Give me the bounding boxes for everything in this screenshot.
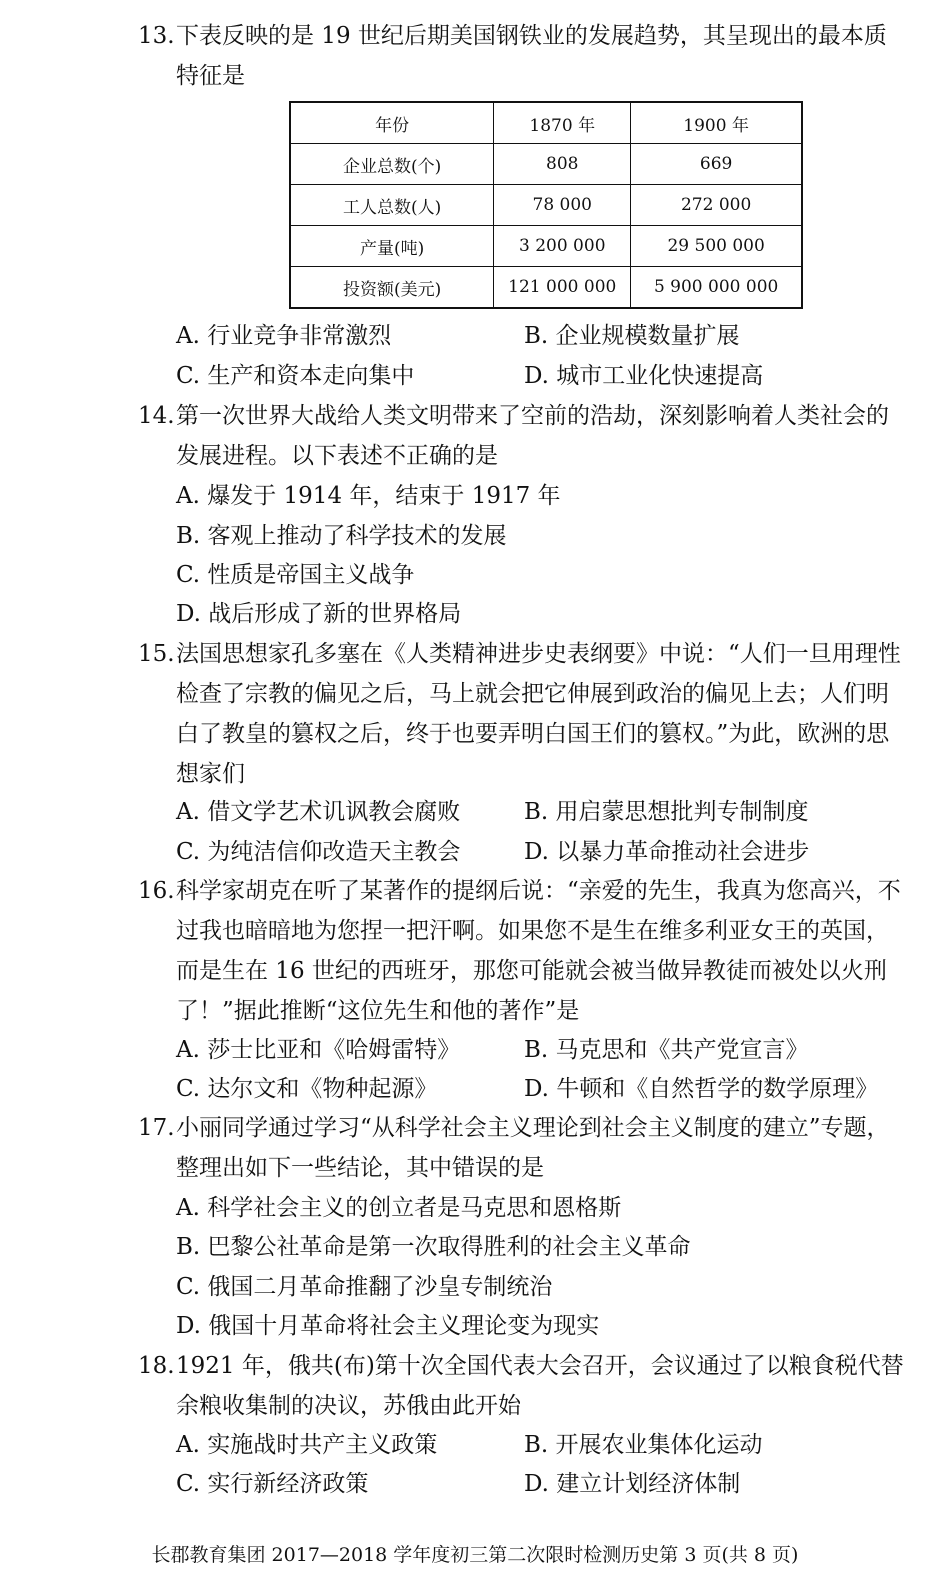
table-header-cell: 1900 年 <box>631 102 802 144</box>
option-a[interactable]: A. 爆发于 1914 年，结束于 1917 年 <box>176 483 561 509</box>
option-b[interactable]: B. 客观上推动了科学技术的发展 <box>176 523 507 549</box>
question-stem-line: 了！”据此推断“这位先生和他的著作”是 <box>176 998 580 1024</box>
option-c[interactable]: C. 达尔文和《物种起源》 <box>176 1076 438 1102</box>
option-d[interactable]: D. 战后形成了新的世界格局 <box>176 601 462 627</box>
question-number: 18. <box>138 1353 175 1379</box>
question-13 <box>138 16 928 96</box>
option-a[interactable]: A. 科学社会主义的创立者是马克思和恩格斯 <box>176 1195 622 1221</box>
question-stem-line: 而是生在 16 世纪的西班牙，那您可能就会被当做异教徒而被处以火刑 <box>176 958 887 984</box>
table-cell: 工人总数(人) <box>290 185 494 226</box>
table-cell: 5 900 000 000 <box>631 267 802 309</box>
table-cell: 808 <box>494 144 631 185</box>
question-stem-line: 下表反映的是 19 世纪后期美国钢铁业的发展趋势，其呈现出的最本质 <box>176 23 887 49</box>
option-b[interactable]: B. 马克思和《共产党宣言》 <box>524 1037 809 1063</box>
question-number: 14. <box>138 403 175 429</box>
table-header-cell: 1870 年 <box>494 102 631 144</box>
option-b[interactable]: B. 开展农业集体化运动 <box>524 1432 763 1458</box>
table-cell: 121 000 000 <box>494 267 631 309</box>
question-18 <box>138 1346 928 1426</box>
table-row <box>290 185 802 226</box>
option-a[interactable]: A. 莎士比亚和《哈姆雷特》 <box>176 1037 461 1063</box>
question-number: 16. <box>138 878 175 904</box>
table-cell: 3 200 000 <box>494 226 631 267</box>
table-cell: 产量(吨) <box>290 226 494 267</box>
option-c[interactable]: C. 俄国二月革命推翻了沙皇专制统治 <box>176 1274 553 1300</box>
option-d[interactable]: D. 俄国十月革命将社会主义理论变为现实 <box>176 1313 600 1339</box>
question-16 <box>138 871 928 1031</box>
table-cell: 投资额(美元) <box>290 267 494 309</box>
table-cell: 29 500 000 <box>631 226 802 267</box>
question-stem-line: 想家们 <box>176 761 245 787</box>
question-stem-line: 小丽同学通过学习“从科学社会主义理论到社会主义制度的建立”专题， <box>176 1115 890 1141</box>
option-d[interactable]: D. 牛顿和《自然哲学的数学原理》 <box>524 1076 879 1102</box>
table-row <box>290 144 802 185</box>
option-c[interactable]: C. 生产和资本走向集中 <box>176 363 415 389</box>
question-14 <box>138 396 928 476</box>
table-header-cell: 年份 <box>290 102 494 144</box>
question-stem-line: 法国思想家孔多塞在《人类精神进步史表纲要》中说：“人们一旦用理性 <box>176 641 901 667</box>
table-cell: 272 000 <box>631 185 802 226</box>
question-stem-line: 特征是 <box>176 63 245 89</box>
question-stem-line: 第一次世界大战给人类文明带来了空前的浩劫，深刻影响着人类社会的 <box>176 403 889 429</box>
option-c[interactable]: C. 实行新经济政策 <box>176 1471 369 1497</box>
question-stem-line: 整理出如下一些结论，其中错误的是 <box>176 1155 544 1181</box>
table-cell: 669 <box>631 144 802 185</box>
option-d[interactable]: D. 建立计划经济体制 <box>524 1471 741 1497</box>
option-c[interactable]: C. 性质是帝国主义战争 <box>176 562 415 588</box>
page-footer: 长郡教育集团 2017—2018 学年度初三第二次限时检测历史第 3 页(共 8 页) <box>151 1544 799 1566</box>
table-cell: 企业总数(个) <box>290 144 494 185</box>
question-number: 13. <box>138 23 175 49</box>
table-row <box>290 267 802 309</box>
table-header-row <box>290 102 802 144</box>
question-stem-line: 1921 年，俄共(布)第十次全国代表大会召开，会议通过了以粮食税代替 <box>176 1353 904 1379</box>
question-stem-line: 余粮收集制的决议，苏俄由此开始 <box>176 1393 521 1419</box>
question-stem-line: 科学家胡克在听了某著作的提纲后说：“亲爱的先生，我真为您高兴，不 <box>176 878 901 904</box>
option-d[interactable]: D. 以暴力革命推动社会进步 <box>524 839 810 865</box>
question-number: 15. <box>138 641 175 667</box>
question-stem-line: 发展进程。以下表述不正确的是 <box>176 443 498 469</box>
question-stem-line: 过我也暗暗地为您捏一把汗啊。如果您不是生在维多利亚女王的英国， <box>176 918 889 944</box>
question-17 <box>138 1108 928 1188</box>
option-b[interactable]: B. 企业规模数量扩展 <box>524 323 740 349</box>
option-d[interactable]: D. 城市工业化快速提高 <box>524 363 764 389</box>
option-c[interactable]: C. 为纯洁信仰改造天主教会 <box>176 839 461 865</box>
option-b[interactable]: B. 用启蒙思想批判专制制度 <box>524 799 809 825</box>
steel-industry-table <box>289 101 803 309</box>
option-b[interactable]: B. 巴黎公社革命是第一次取得胜利的社会主义革命 <box>176 1234 691 1260</box>
option-a[interactable]: A. 行业竞争非常激烈 <box>176 323 392 349</box>
question-stem-line: 检查了宗教的偏见之后，马上就会把它伸展到政治的偏见上去；人们明 <box>176 681 889 707</box>
question-number: 17. <box>138 1115 175 1141</box>
question-15 <box>138 634 928 794</box>
question-stem-line: 白了教皇的篡权之后，终于也要弄明白国王们的篡权。”为此，欧洲的思 <box>176 721 890 747</box>
table-cell: 78 000 <box>494 185 631 226</box>
option-a[interactable]: A. 实施战时共产主义政策 <box>176 1432 438 1458</box>
table-row <box>290 226 802 267</box>
option-a[interactable]: A. 借文学艺术讥讽教会腐败 <box>176 799 461 825</box>
